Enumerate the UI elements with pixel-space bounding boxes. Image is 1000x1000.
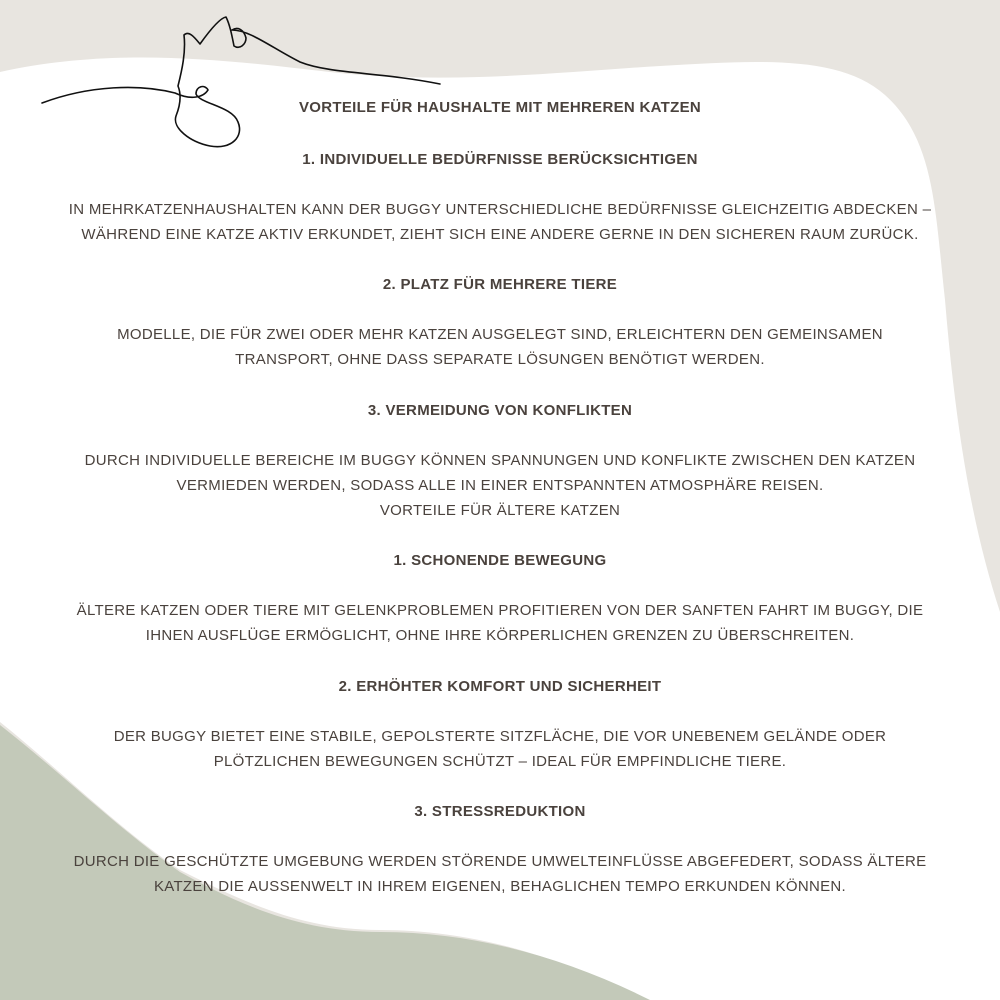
page-title: VORTEILE FÜR HAUSHALTE MIT MEHREREN KATZEN <box>298 99 702 116</box>
body-line: IHNEN AUSFLÜGE ERMÖGLICHT, OHNE IHRE KÖRPERLICHEN GRENZEN ZU ÜBERSCHREITEN. <box>145 627 855 644</box>
body-line: KATZEN DIE AUSSENWELT IN IHREM EIGENEN, BEHAGLICHEN TEMPO ERKUNDEN KÖNNEN. <box>153 878 847 895</box>
body-line: WÄHREND EINE KATZE AKTIV ERKUNDET, ZIEHT SICH EINE ANDERE GERNE IN DEN SICHEREN RAUM ZURÜCK. <box>81 226 919 243</box>
section-heading: 1. INDIVIDUELLE BEDÜRFNISSE BERÜCKSICHTIGEN <box>302 151 698 168</box>
subtitle-line: VORTEILE FÜR ÄLTERE KATZEN <box>379 502 621 519</box>
body-line: PLÖTZLICHEN BEWEGUNGEN SCHÜTZT – IDEAL FÜR EMPFINDLICHE TIERE. <box>213 753 787 770</box>
section-heading: 1. SCHONENDE BEWEGUNG <box>393 552 607 569</box>
body-line: DURCH DIE GESCHÜTZTE UMGEBUNG WERDEN STÖRENDE UMWELTEINFLÜSSE ABGEFEDERT, SODASS ÄLTERE <box>73 853 927 870</box>
body-line: ÄLTERE KATZEN ODER TIERE MIT GELENKPROBLEMEN PROFITIEREN VON DER SANFTEN FAHRT IM BUGGY, DIE <box>76 602 924 619</box>
section-heading: 3. VERMEIDUNG VON KONFLIKTEN <box>367 402 633 419</box>
body-line: MODELLE, DIE FÜR ZWEI ODER MEHR KATZEN AUSGELEGT SIND, ERLEICHTERN DEN GEMEINSAMEN <box>117 326 883 343</box>
body-line: TRANSPORT, OHNE DASS SEPARATE LÖSUNGEN BENÖTIGT WERDEN. <box>235 351 765 368</box>
section-heading: 2. PLATZ FÜR MEHRERE TIERE <box>382 276 618 293</box>
body-line: VERMIEDEN WERDEN, SODASS ALLE IN EINER ENTSPANNTEN ATMOSPHÄRE REISEN. <box>176 477 824 494</box>
body-line: DER BUGGY BIETET EINE STABILE, GEPOLSTERTE SITZFLÄCHE, DIE VOR UNEBENEM GELÄNDE ODER <box>113 728 887 745</box>
body-line: IN MEHRKATZENHAUSHALTEN KANN DER BUGGY UNTERSCHIEDLICHE BEDÜRFNISSE GLEICHZEITIG ABDECKEN – <box>68 201 932 218</box>
section-heading: 2. ERHÖHTER KOMFORT UND SICHERHEIT <box>338 678 662 695</box>
body-line: DURCH INDIVIDUELLE BEREICHE IM BUGGY KÖNNEN SPANNUNGEN UND KONFLIKTE ZWISCHEN DEN KATZEN <box>84 452 916 469</box>
section-heading: 3. STRESSREDUKTION <box>414 803 586 820</box>
